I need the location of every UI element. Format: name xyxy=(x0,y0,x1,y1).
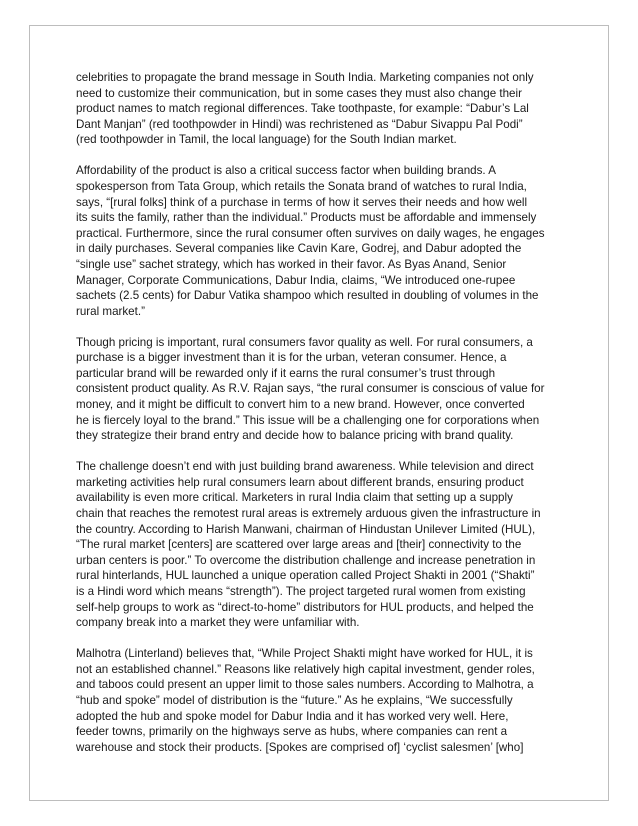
document-body xyxy=(76,70,546,771)
paragraph-hub-and-spoke: Malhotra (Linterland) believes that, “While Project Shakti might have worked for HUL, it is not an established channel.” Reasons like relatively high capital investment, gender roles, and taboos could present an upper limit to those sales numbers. According to Malhotra, a “hub and spoke” model of distribution is the “future.” As he explains, “We successfully adopted the hub and spoke model for Dabur India and it has worked very well. Here, feeder towns, primarily on the highways serve as hubs, where companies can rent a warehouse and stock their products. [Spokes are comprised of] ‘cyclist salesmen’ [who] xyxy=(76,647,535,754)
paragraph-distribution: The challenge doesn’t end with just building brand awareness. While television and direct marketing activities help rural consumers learn about different brands, ensuring product availability is even more critical. Marketers in rural India claim that setting up a supply chain that reaches the remotest rural areas is extremely arduous given the infrastructure in the country. According to Harish Manwani, chairman of Hindustan Unilever Limited (HUL), “The rural market [centers] are scattered over large areas and [their] connectivity to the urban centers is poor.” To overcome the distribution challenge and increase penetration in rural hinterlands, HUL launched a unique operation called Project Shakti in 2001 (“Shakti” is a Hindi word which means “strength”). The project targeted rural women from existing self-help groups to work as “direct-to-home” distributors for HUL products, and helped the company break into a market they were unfamiliar with. xyxy=(76,460,541,630)
paragraph-quality: Though pricing is important, rural consumers favor quality as well. For rural consumers, a purchase is a bigger investment than it is for the urban, veteran consumer. Hence, a particular brand will be rewarded only if it earns the rural consumer’s trust through consistent product quality. As R.V. Rajan says, “the rural consumer is conscious of value for money, and it might be difficult to convert him to a new brand. However, once converted he is fiercely loyal to the brand.” This issue will be a challenging one for corporations when they strategize their brand entry and decide how to balance pricing with brand quality. xyxy=(76,335,545,443)
paragraph-affordability: Affordability of the product is also a critical success factor when building brands. A spokesperson from Tata Group, which retails the Sonata brand of watches to rural India, says, “[rural folks] think of a purchase in terms of how it serves their needs and how well its suits the family, rather than the individual.” Products must be affordable and immensely practical. Furthermore, since the rural consumer often survives on daily wages, he engages in daily purchases. Several companies like Cavin Kare, Godrej, and Dabur adopted the “single use” sachet strategy, which has worked in their favor. As Byas Anand, Senior Manager, Corporate Communications, Dabur India, claims, “We introduced one-rupee sachets (2.5 cents) for Dabur Vatika shampoo which resulted in doubling of volumes in the rural market.” xyxy=(76,164,545,318)
paragraph-regional-names: celebrities to propagate the brand message in South India. Marketing companies not only need to customize their communication, but in some cases they must also change their product names to match regional differences. Take toothpaste, for example: “Dabur’s Lal Dant Manjan” (red toothpowder in Hindi) was rechristened as “Dabur Sivappu Pal Podi” (red toothpowder in Tamil, the local language) for the South Indian market. xyxy=(76,71,534,147)
